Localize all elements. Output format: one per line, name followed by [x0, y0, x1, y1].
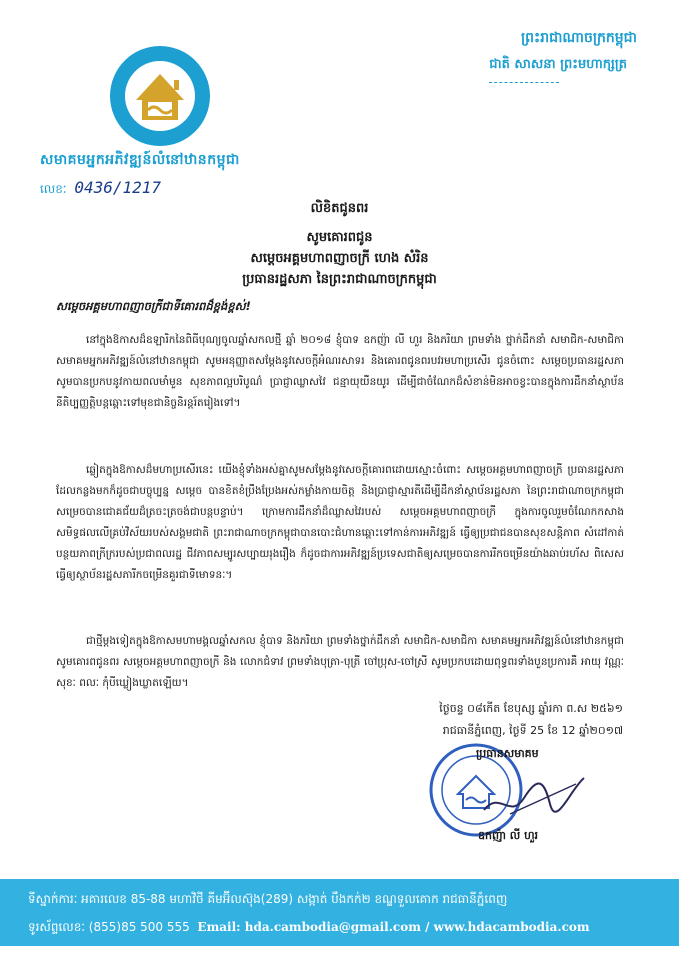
footer-email: Email: hda.cambodia@gmail.com / www.hdacambodia.com — [197, 920, 590, 934]
reference-label: លេខៈ — [40, 182, 67, 196]
signer-name: ឧកញ៉ា លី ហួរ — [478, 829, 539, 842]
footer-address: ទីស្នាក់ការៈ អគារលេខ 85-88 មហាវិថី គីមអ៊ីលស៊ុង(289) សង្កាត់ បឹងកក់២ ខណ្ឌទួលគោក រាជធានីភ្នំពេញ — [28, 892, 508, 906]
recipient-name: សម្ដេចអគ្គមហាពញាចក្រី ហេង សំរិន — [250, 251, 429, 266]
footer-phone: ទូរស័ព្ទលេខៈ (855)85 500 555 — [28, 920, 190, 934]
organization-name: សមាគមអ្នកអភិវឌ្ឍន៍លំនៅឋានកម្ពុជា — [40, 152, 240, 168]
body-paragraph-1: នៅក្នុងឱកាសដ៏ឧឡារិកនៃពិធីបុណ្យចូលឆ្នាំសកលថ្មី ឆ្នាំ ២០១៨ ខ្ញុំបាទ ឧកញ៉ា លី ហួរ និងភរិយា ព្រមទាំង ថ្នាក់ដឹកនាំ សមាជិក-សមាជិកា សមាគមអ្នកអភិវឌ្ឍន៍លំនៅឋានកម្ពុជា សូមអនុញ្ញាតសម្ដែងនូវសេចក្ដីអំណរសាទរ និងគោរពជូនពរបវរមហាប្រសើរ ជូនចំពោះ សម្ដេចប្រធានរដ្ឋសភា សូមបានប្រកបនូវកាយពលមាំមួន សុខភាពល្អបរិបូណ៌ ប្រាជ្ញាឈ្លាសវៃ ជន្មាយុយឺនយូរ ដើម្បីជាចំណែកដ៏សំខាន់មិនអាចខ្វះបានក្នុងការដឹកនាំស្ថាប័ននីតិប្បញ្ញត្តិបន្តឆ្ពោះទៅមុខជានិច្ចនិរន្តរ៍តរៀងទៅ។ — [56, 334, 624, 409]
motto-divider — [489, 82, 559, 83]
footer-contacts — [28, 919, 590, 937]
recipient-position: ប្រធានរដ្ឋសភា នៃព្រះរាជាណាចក្រកម្ពុជា — [242, 272, 437, 287]
lunar-date: ថ្ងៃចន្ទ ០៨កើត ខែបុស្ស ឆ្នាំរកា ព.ស ២៥៦១ — [439, 702, 623, 715]
signer-title: ប្រធានសមាគម — [476, 747, 539, 760]
letter-title: លិខិតជូនពរ — [310, 201, 369, 216]
salutation: សម្ដេចអគ្គមហាពញាចក្រីជាទីគោរពដ៏ខ្ពង់ខ្ពស់! — [56, 299, 251, 313]
footer-bar — [0, 879, 679, 946]
recipient-greeting: សូមគោរពជូន — [306, 230, 373, 245]
kingdom-name: ព្រះរាជាណាចក្រកម្ពុជា — [520, 30, 637, 46]
body-paragraph-2: ឆ្លៀតក្នុងឱកាសដ៏មហាប្រសើរនេះ យើងខ្ញុំទាំងអស់គ្នាសូមសម្ដែងនូវសេចក្ដីគោរពដោយស្មោះចំពោះ សម្ដេចអគ្គមហាពញាចក្រី ប្រធានរដ្ឋសភា ដែលកន្លងមកក៏ដូចជាបច្ចុប្បន្ន សម្ដេច បានខិតខំប្រឹងប្រែងអស់កម្លាំងកាយចិត្ត និងប្រាជ្ញាស្មារតីដើម្បីដឹកនាំស្ថាប័នរដ្ឋសភា នៃព្រះរាជាណាចក្រកម្ពុជា សម្រេចបានជោគជ័យដ៏ត្រចះត្រចង់ជាបន្តបន្ទាប់។ ក្រោមការដឹកនាំដ៏ឈ្លាសវៃរបស់ សម្ដេចអគ្គមហាពញាចក្រី ក្នុងការចូលរួមចំណែកកសាងសមិទ្ធផលលើគ្រប់វិស័យរបស់សង្គមជាតិ ព្រះរាជាណាចក្រកម្ពុជាបានបោះជំហានឆ្ពោះទៅកាន់ការអភិវឌ្ឍន៍ ធ្វើឲ្យប្រជាជនបានសុខសន្តិភាព សំដៅកាត់បន្ថយភាពក្រីក្ររបស់ប្រជាពលរដ្ឋ ជីវភាពសម្បូរសប្បាយរុងរឿង ក៏ដូចជាការអភិវឌ្ឍន៍ប្រទេសជាតិឲ្យសម្រេចបានការរីកចម្រើនយ៉ាងឆាប់រហ័ស ពិសេសធ្វើឲ្យស្ថាប័នរដ្ឋសភារីកចម្រើនគួរជាទីមោទនៈ។ — [56, 464, 624, 581]
reference-number: 0436/1217 — [74, 178, 162, 197]
body-paragraph-3: ជាថ្មីម្ដងទៀតក្នុងឱកាសមហាមង្គលឆ្នាំសកល ខ្ញុំបាទ និងភរិយា ព្រមទាំងថ្នាក់ដឹកនាំ សមាជិក-សមាជិកា សមាគមអ្នកអភិវឌ្ឍន៍លំនៅឋានកម្ពុជា សូមគោរពជូនពរ សម្ដេចអគ្គមហាពញាចក្រី និង លោកជំទាវ ព្រមទាំងបុត្រា-បុត្រី ចៅប្រុស-ចៅស្រី សូមប្រកបដោយពុទ្ធពរទាំងបួនប្រការគឺ អាយុ វណ្ណៈ សុខៈ ពលៈ កុំបីឃ្លៀងឃ្លាតឡើយ។ — [56, 635, 624, 689]
association-logo — [108, 44, 212, 148]
solar-date: រាជធានីភ្នំពេញ, ថ្ងៃទី 25 ខែ 12 ឆ្នាំ២០១៧ — [442, 724, 623, 737]
signature — [480, 770, 588, 830]
national-motto: ជាតិ សាសនា ព្រះមហាក្សត្រ — [489, 57, 627, 72]
reference-line — [40, 178, 161, 199]
